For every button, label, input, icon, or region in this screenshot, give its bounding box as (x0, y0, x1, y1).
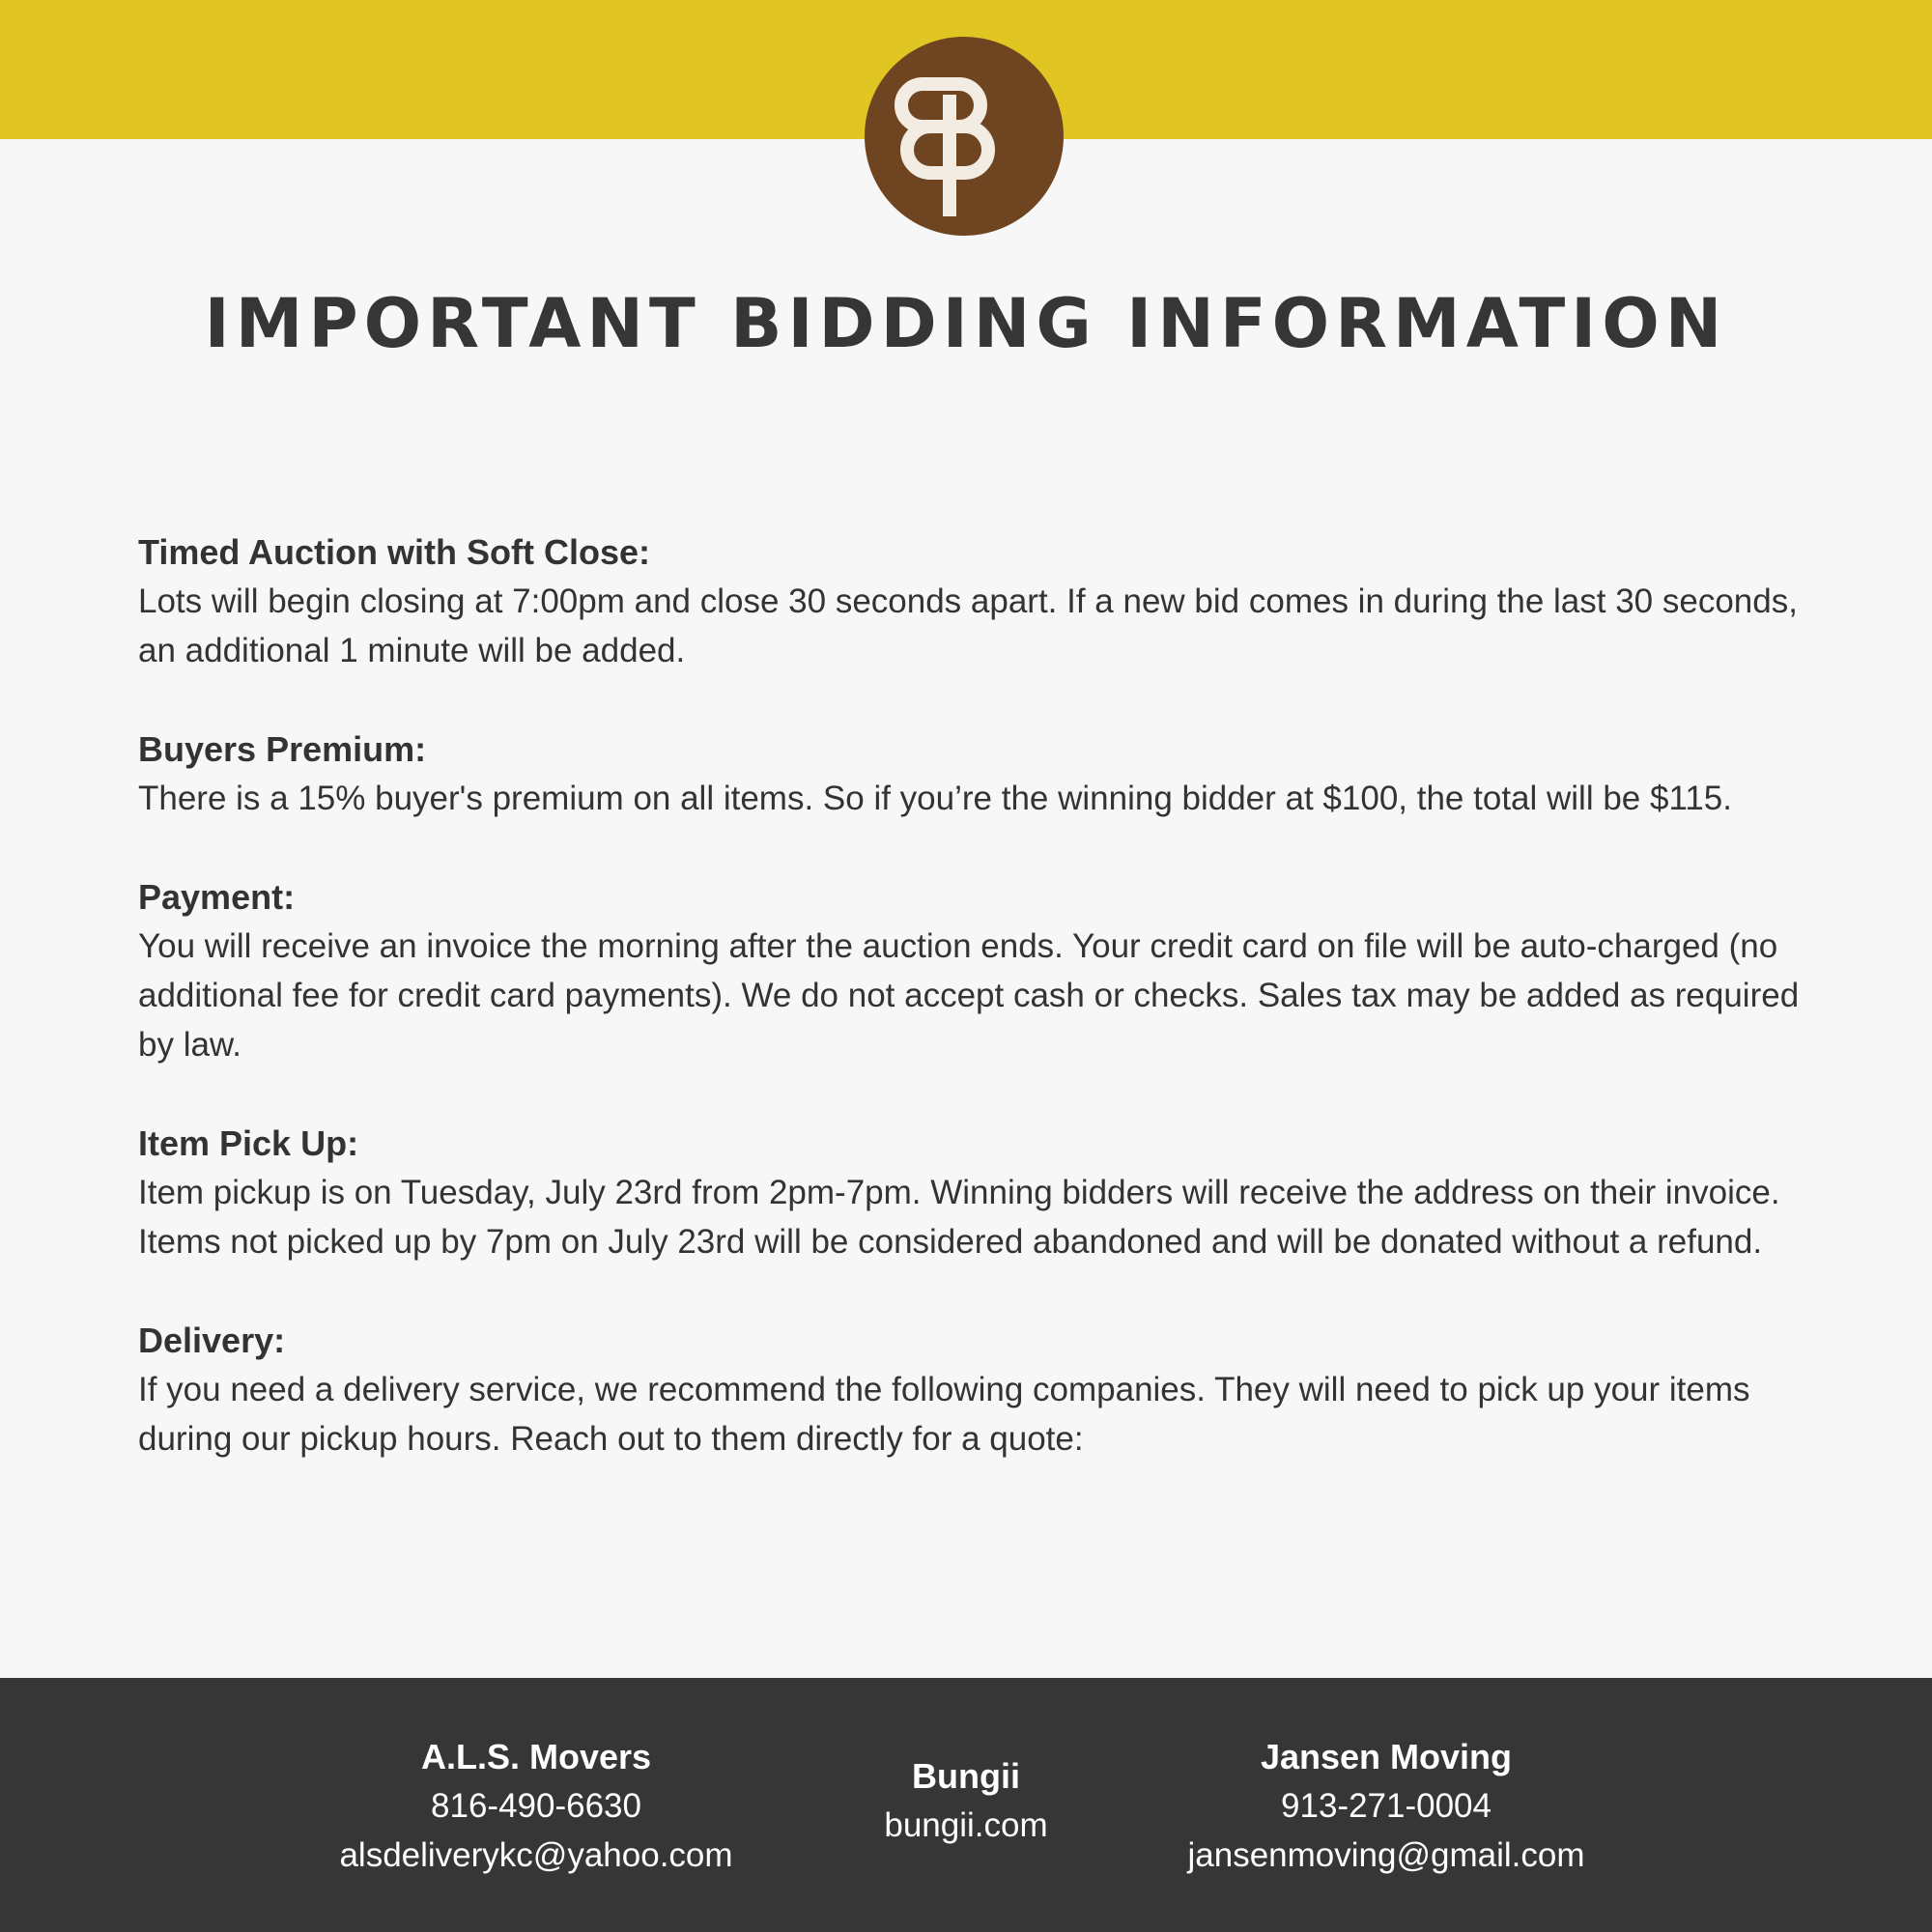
section-delivery (138, 1316, 1800, 1463)
section-payment (138, 872, 1800, 1069)
section-body: If you need a delivery service, we recommend the following companies. They will need to pick up your items during our pickup hours. Reach out to them directly for a quote: (138, 1371, 1750, 1458)
section-timed-auction (138, 527, 1800, 675)
logo (865, 37, 1064, 236)
company-phone: 816-490-6630 (431, 1787, 641, 1825)
company-jansen-moving (1159, 1732, 1613, 1880)
company-name: Jansen Moving (1260, 1737, 1513, 1776)
section-item-pick-up (138, 1119, 1800, 1266)
section-body: There is a 15% buyer's premium on all items. So if you’re the winning bidder at $100, the total will be $115. (138, 780, 1732, 817)
company-als-movers (319, 1732, 753, 1880)
footer-delivery-companies (0, 1678, 1932, 1932)
section-heading: Delivery: (138, 1321, 286, 1360)
section-heading: Item Pick Up: (138, 1123, 359, 1163)
company-name: A.L.S. Movers (420, 1737, 652, 1776)
section-heading: Payment: (138, 877, 296, 917)
company-bungii (821, 1751, 1111, 1850)
section-buyers-premium (138, 724, 1800, 823)
company-website: bungii.com (884, 1806, 1048, 1844)
section-body: Item pickup is on Tuesday, July 23rd from 2pm-7pm. Winning bidders will receive the address on their invoice. Items not picked up by 7pm on July 23rd will be considered abandoned and will be donated without a refund. (138, 1174, 1780, 1261)
company-email: alsdeliverykc@yahoo.com (339, 1836, 733, 1874)
section-body: You will receive an invoice the morning after the auction ends. Your credit card on file will be auto-charged (no additional fee for credit card payments). We do not accept cash or checks. Sales tax may be added as required by law. (138, 927, 1800, 1064)
section-heading: Timed Auction with Soft Close: (138, 532, 650, 572)
info-sections (138, 527, 1800, 1513)
company-email: jansenmoving@gmail.com (1187, 1836, 1585, 1874)
page-title: IMPORTANT BIDDING INFORMATION (204, 284, 1728, 363)
section-body: Lots will begin closing at 7:00pm and close 30 seconds apart. If a new bid comes in during the last 30 seconds, an additional 1 minute will be added. (138, 582, 1798, 669)
company-name: Bungii (912, 1756, 1020, 1796)
company-phone: 913-271-0004 (1281, 1787, 1492, 1825)
interlocked-b-monogram-icon (865, 37, 1064, 236)
section-heading: Buyers Premium: (138, 729, 427, 769)
